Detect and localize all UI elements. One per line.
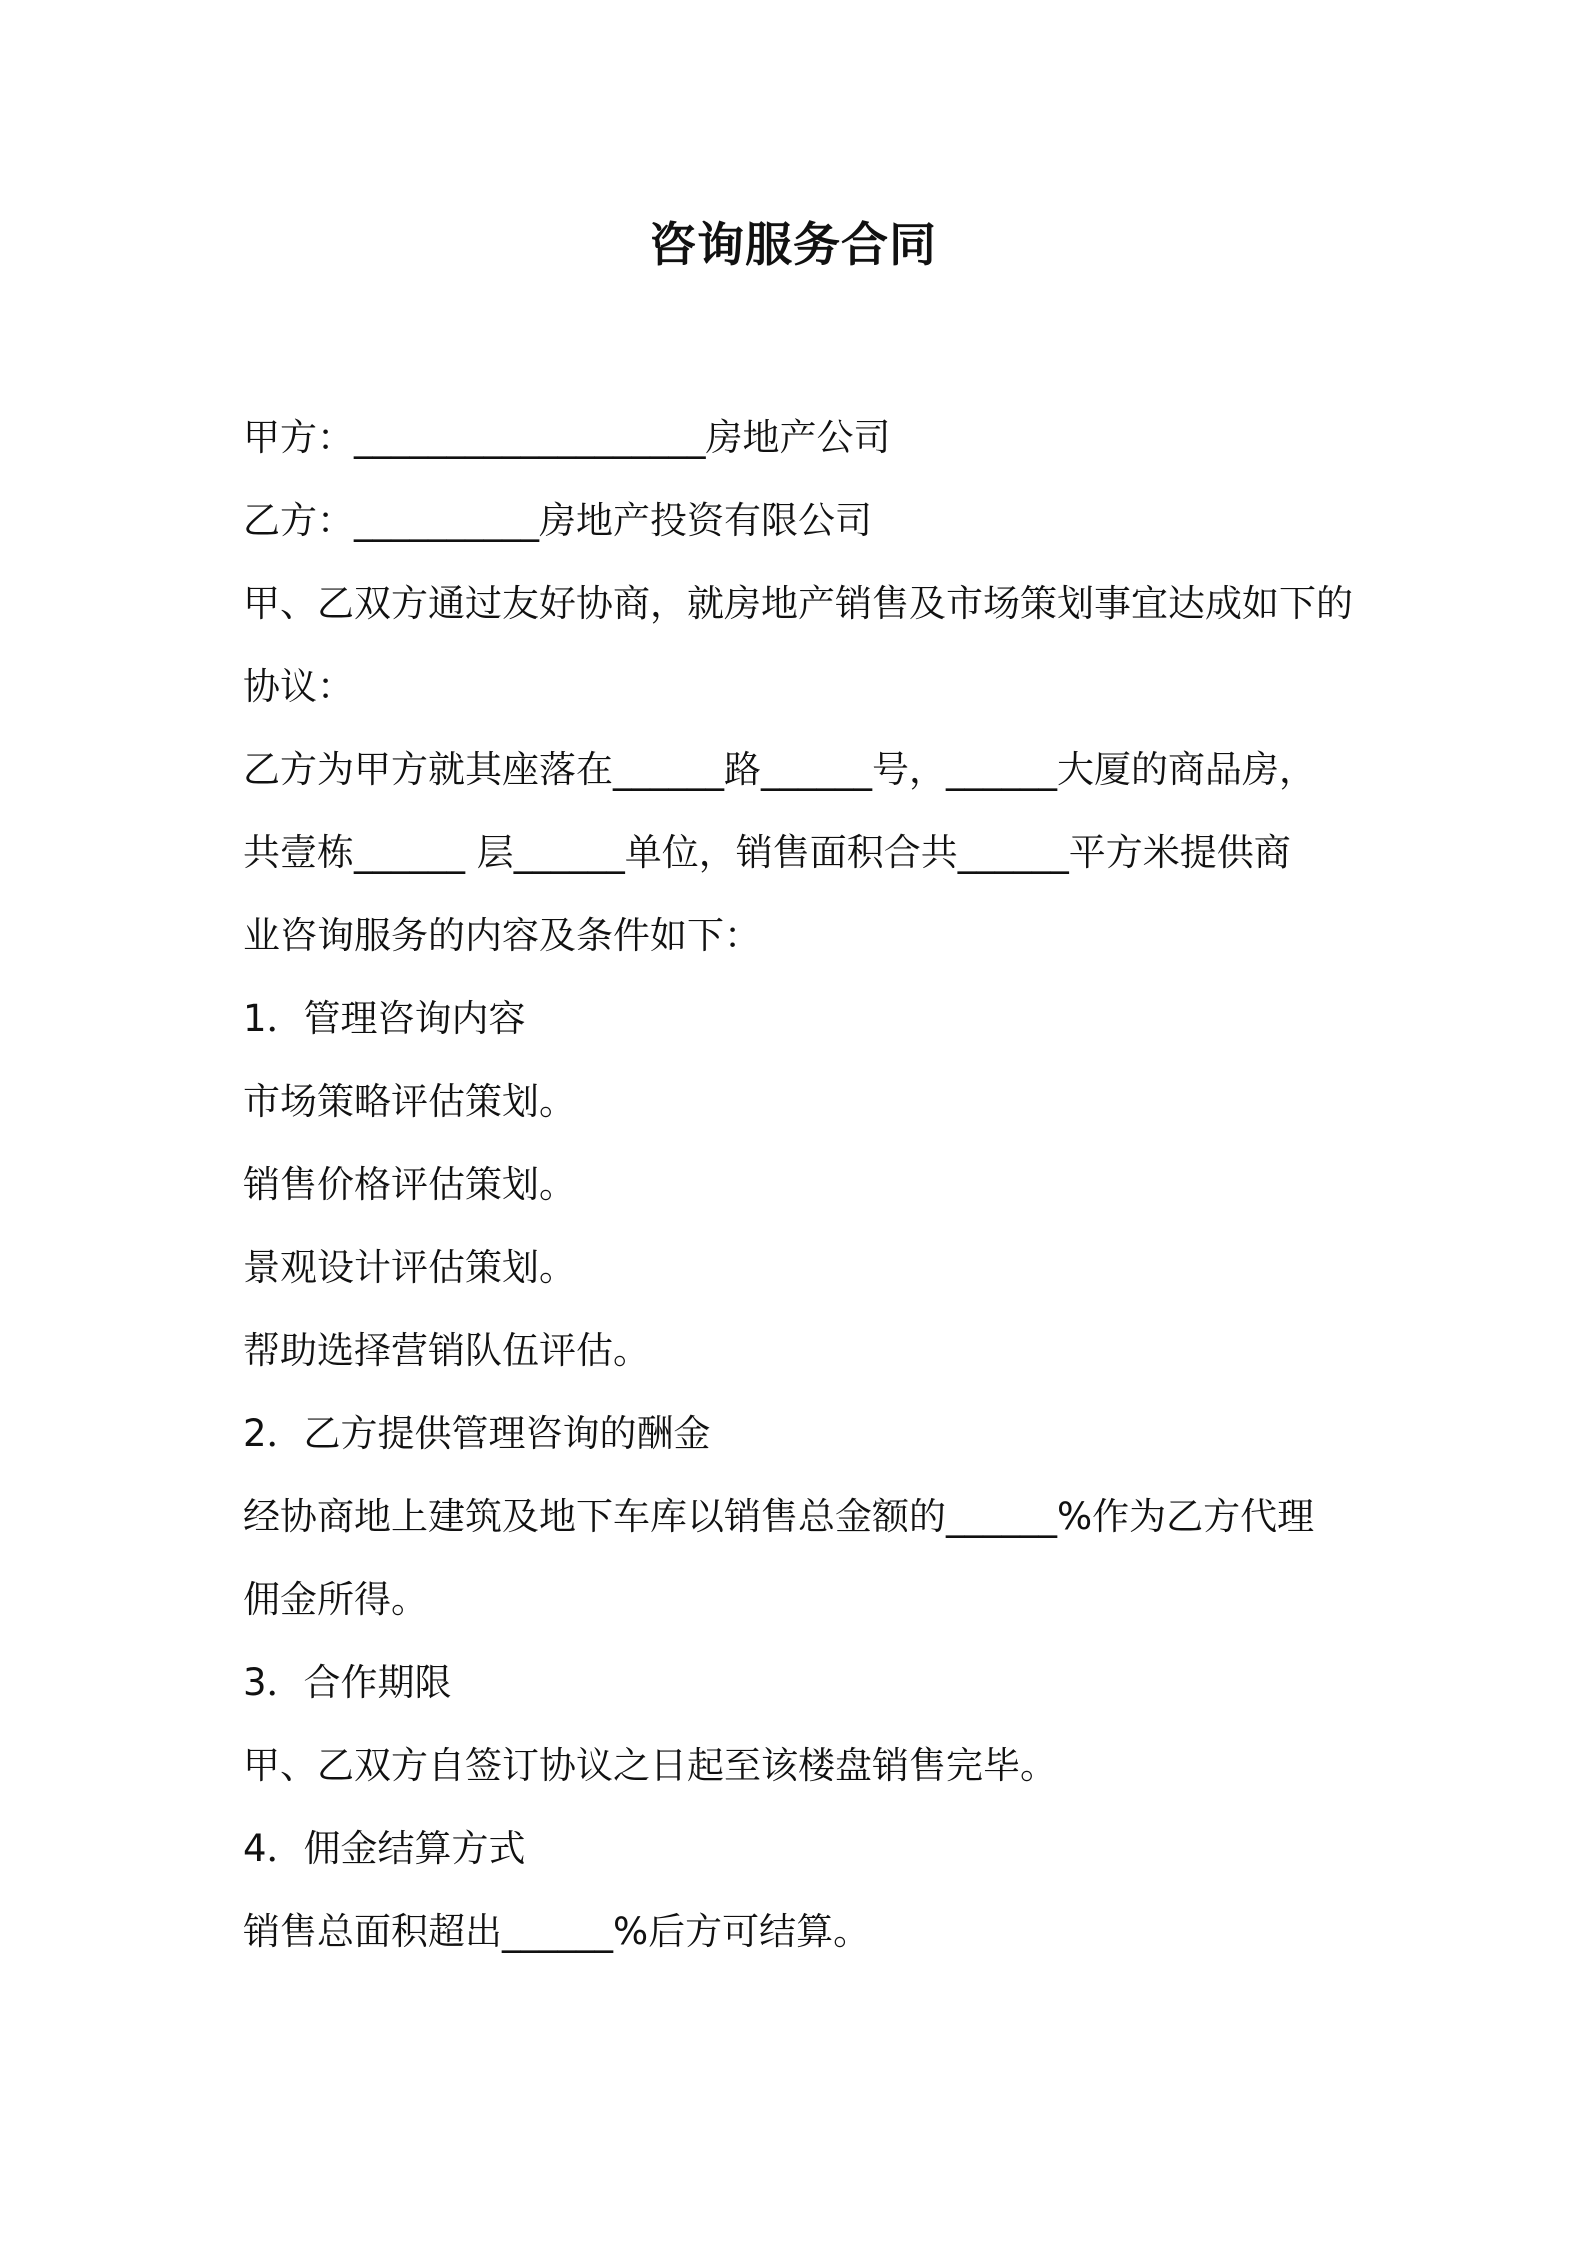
document-body <box>243 408 1363 1985</box>
section-heading-term: 3．合作期限 <box>243 1661 452 1704</box>
party-a-line: 甲方：___________________房地产公司 <box>243 416 891 459</box>
settlement-line: 销售总面积超出______%后方可结算。 <box>243 1910 871 1953</box>
property-description-line: 乙方为甲方就其座落在______路______号，______大厦的商品房， <box>243 748 1316 791</box>
section-heading-remuneration: 2．乙方提供管理咨询的酬金 <box>243 1412 711 1455</box>
service-item-sales-team: 帮助选择营销队伍评估。 <box>243 1329 650 1372</box>
remuneration-continuation: 佣金所得。 <box>243 1578 428 1621</box>
document-title: 咨询服务合同 <box>649 218 937 273</box>
service-item-pricing: 销售价格评估策划。 <box>243 1163 576 1206</box>
service-item-market-strategy: 市场策略评估策划。 <box>243 1080 576 1123</box>
property-service-line: 业咨询服务的内容及条件如下： <box>243 914 761 957</box>
section-heading-settlement: 4．佣金结算方式 <box>243 1827 526 1870</box>
service-item-landscape: 景观设计评估策划。 <box>243 1246 576 1289</box>
section-heading-consulting-content: 1．管理咨询内容 <box>243 997 526 1040</box>
property-units-line: 共壹栋______ 层______单位，销售面积合共______平方米提供商 <box>243 831 1291 874</box>
agreement-intro-continuation: 协议： <box>243 665 354 708</box>
remuneration-line: 经协商地上建筑及地下车库以销售总金额的______%作为乙方代理 <box>243 1495 1315 1538</box>
term-line: 甲、乙双方自签订协议之日起至该楼盘销售完毕。 <box>243 1744 1057 1787</box>
agreement-intro-line: 甲、乙双方通过友好协商，就房地产销售及市场策划事宜达成如下的 <box>243 582 1353 625</box>
party-b-line: 乙方：__________房地产投资有限公司 <box>243 499 872 542</box>
